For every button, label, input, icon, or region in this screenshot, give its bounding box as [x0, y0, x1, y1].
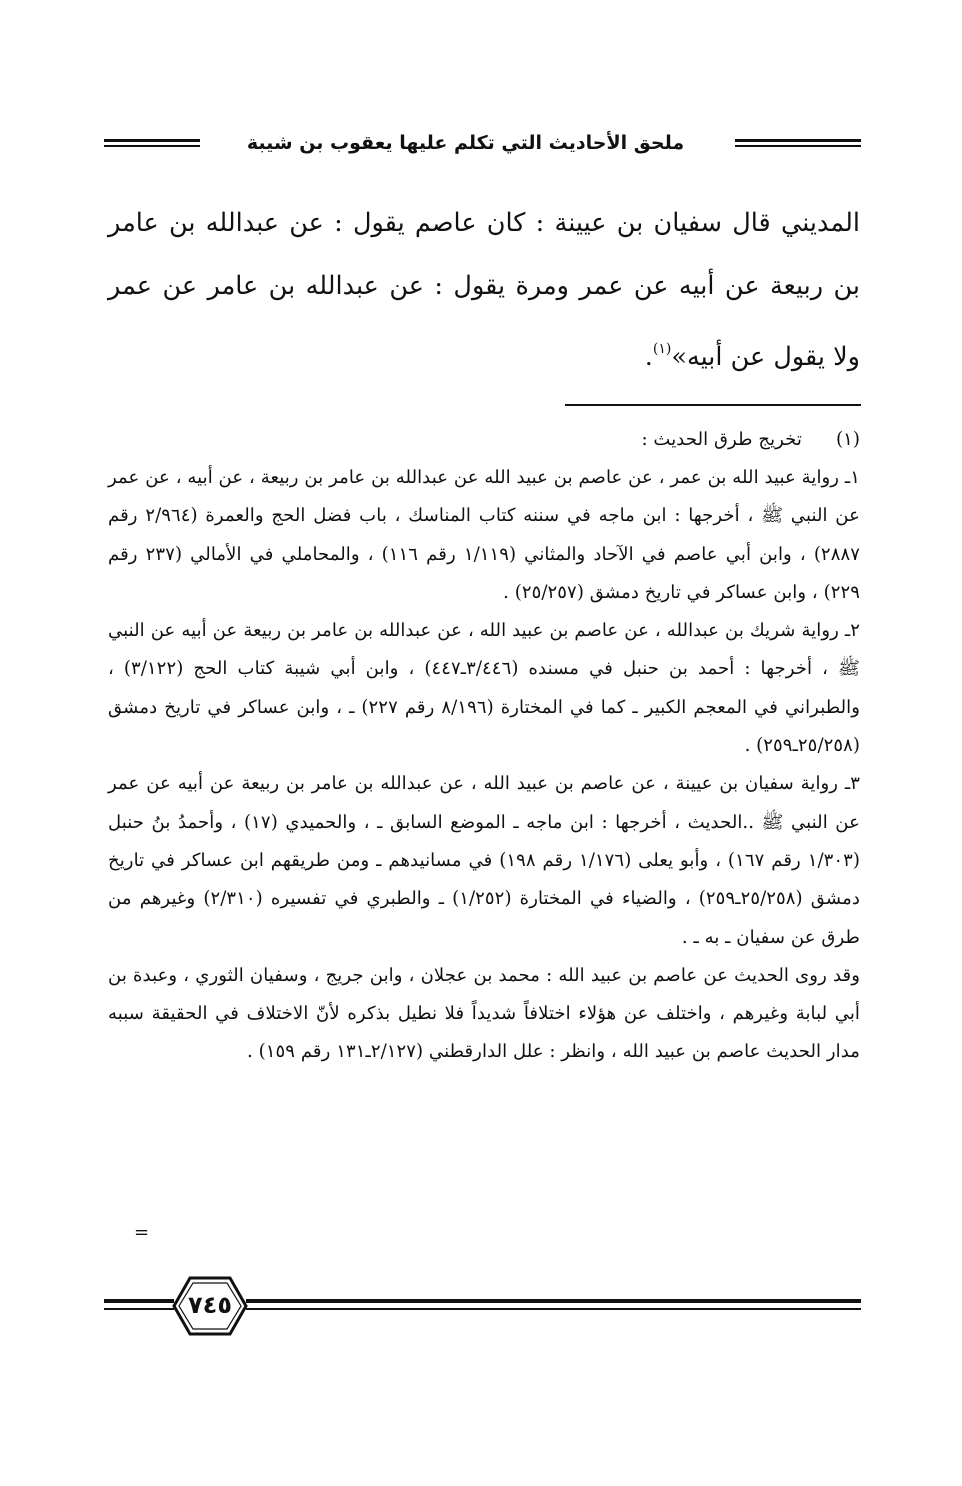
footer-rule-left — [104, 1299, 174, 1310]
running-title: ملحق الأحاديث التي تكلم عليها يعقوب بن شيبة — [246, 132, 685, 154]
header-rule-left — [104, 139, 200, 147]
footnote-number: (١) — [836, 429, 860, 450]
main-text: المديني قال سفيان بن عيينة : كان عاصم يقول : عن عبدالله بن عامر بن ربيعة عن أبيه عن عمر ومرة يقول : عن عبدالله بن عامر عن عمر ولا يقول عن أبيه» — [108, 208, 860, 372]
running-header — [104, 128, 861, 162]
continuation-mark: = — [134, 1222, 150, 1243]
header-rule-right — [735, 139, 861, 147]
footnotes-block — [108, 421, 860, 1072]
footnote-paragraph-4: وقد روى الحديث عن عاصم بن عبيد الله : محمد بن عجلان ، وابن جريج ، وسفيان الثوري ، وعبدة بن أبي لبابة وغيرهم ، واختلف عن هؤلاء اختلافاً شديداً فلا نطيل بذكره لأنّ الاختلاف في الحقيقة سببه مدار الحديث عاصم بن عبيد الله ، وانظر : علل الدارقطني (٢/١٢٧ـ١٣١ رقم ١٥٩) . — [108, 964, 860, 1063]
page-number: ٧٤٥ — [188, 1291, 232, 1319]
footer-rule-right — [246, 1299, 861, 1310]
footnote-title: تخريج طرق الحديث : — [641, 429, 802, 450]
footnote-heading — [108, 421, 860, 459]
footnote-paragraph-3: ٣ـ رواية سفيان بن عيينة ، عن عاصم بن عبيد الله ، عن عبدالله بن عامر بن ربيعة عن أبيه عن عمر عن النبي ﷺ ..الحديث ، أخرجها : ابن ماجه ـ الموضع السابق ـ ، والحميدي (١٧) ، وأحمدُ بنُ حنبل (١/٣٠٣ رقم ١٦٧) ، وأبو يعلى (١/١٧٦ رقم ١٩٨) في مسانيدهم ـ ومن طريقهم ابن عساكر في تاريخ دمشق (٢٥/٢٥٨ـ٢٥٩) ، والضياء في المختارة (١/٢٥٢) ـ والطبري في تفسيره (٢/٣١٠) وغيرهم من طرق عن سفيان ـ به ـ . — [108, 773, 860, 948]
main-paragraph — [108, 192, 860, 389]
footnote-paragraph-2: ٢ـ رواية شريك بن عبدالله ، عن عاصم بن عبيد الله ، عن عبدالله بن عامر بن ربيعة عن أبيه عن النبي ﷺ ، أخرجها : أحمد بن حنبل في مسنده (٣/٤٤٦ـ٤٤٧) ، وابن أبي شيبة كتاب الحج (٣/١٢٢) ، والطبراني في المعجم الكبير ـ كما في المختارة (٨/١٩٦ رقم ٢٢٧) ـ ، وابن عساكر في تاريخ دمشق (٢٥/٢٥٨ـ٢٥٩) . — [108, 620, 860, 757]
footnote-reference: (١) — [652, 341, 672, 357]
main-text-end: . — [644, 342, 653, 372]
main-text-block — [108, 192, 860, 389]
footnote-paragraph-1: ١ـ رواية عبيد الله بن عمر ، عن عاصم بن عبيد الله عن عبدالله بن عامر بن ربيعة ، عن أبيه ، عن عمر عن النبي ﷺ ، أخرجها : ابن ماجه في سننه كتاب المناسك ، باب فضل الحج والعمرة (٢/٩٦٤ رقم ٢٨٨٧) ، وابن أبي عاصم في الآحاد والمثاني (١/١١٩ رقم ١١٦) ، والمحاملي في الأمالي (٢٣٧ رقم ٢٢٩) ، وابن عساكر في تاريخ دمشق (٢٥/٢٥٧) . — [108, 467, 860, 603]
page-footer — [104, 1275, 861, 1339]
footnote-separator — [565, 404, 861, 406]
